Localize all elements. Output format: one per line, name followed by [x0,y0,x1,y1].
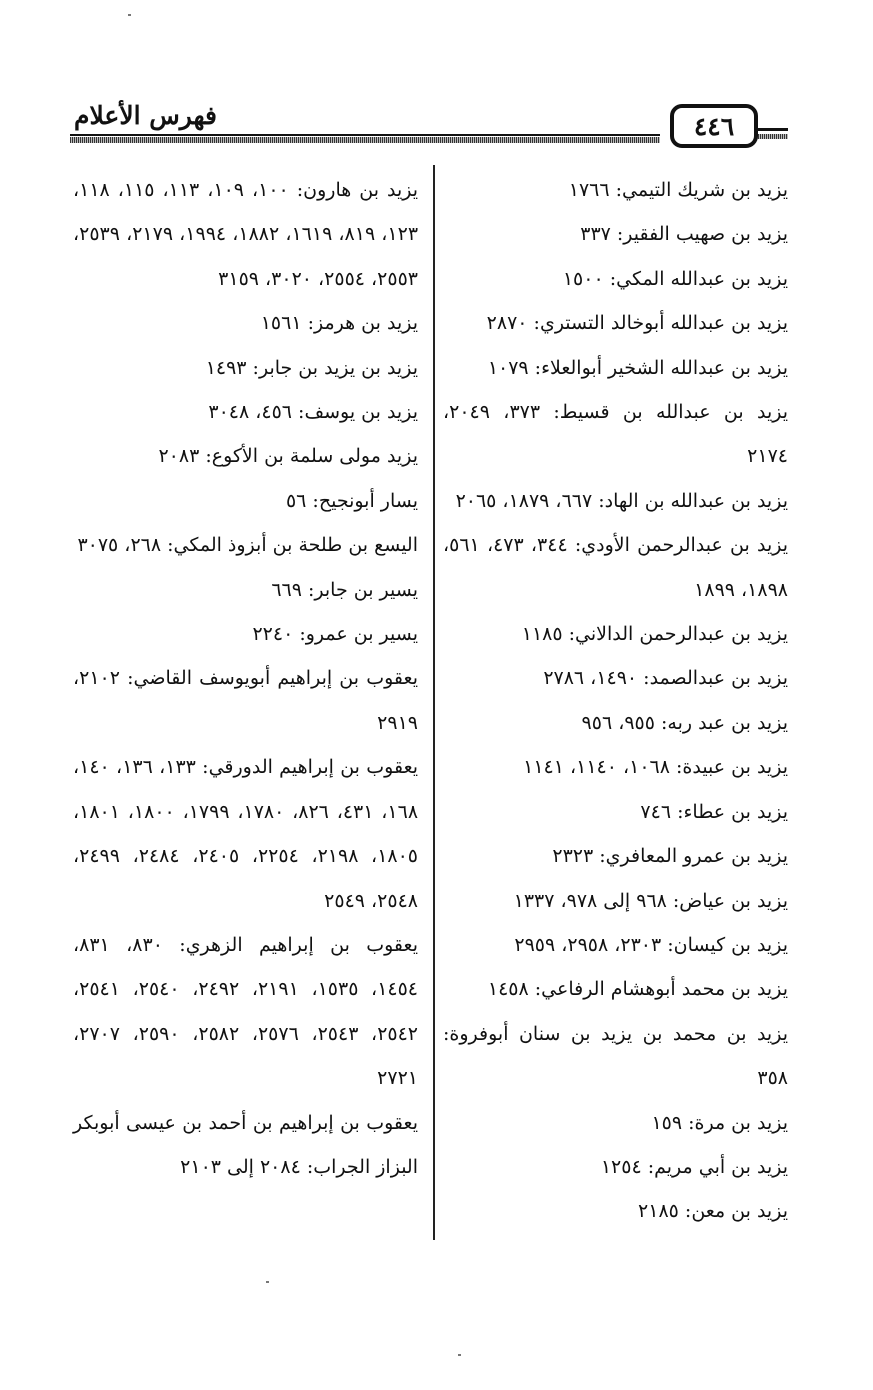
index-entry: يزيد بن هارون: ١٠٠، ١٠٩، ١١٣، ١١٥، ١١٨، ١٢٣، ٨١٩، ١٦١٩، ١٨٨٢، ١٩٩٤، ٢١٧٩، ٢٥٣٩، ٢٥٥٣، ٢٥٥٤، ٣٠٢٠، ٣١٥٩ [73,179,419,290]
index-entry: اليسع بن طلحة بن أبزوذ المكي: ٢٦٨، ٣٠٧٥ [77,534,418,557]
index-entry: يزيد بن عبدالله الشخير أبوالعلاء: ١٠٧٩ [487,356,788,379]
page-number: ٤٤٦ [693,111,735,141]
index-entry: يزيد بن عطاء: ٧٤٦ [640,800,788,823]
index-entry: يزيد بن يوسف: ٤٥٦، ٣٠٤٨ [208,401,418,424]
index-entry: يزيد بن عياض: ٩٦٨ إلى ٩٧٨، ١٣٣٧ [513,889,788,912]
index-entry: يزيد بن عبيدة: ١٠٦٨، ١١٤٠، ١١٤١ [523,756,788,779]
index-entry: يزيد مولى سلمة بن الأكوع: ٢٠٨٣ [158,445,418,468]
index-entry: يسار أبونجيح: ٥٦ [285,489,418,512]
index-entry: يزيد بن معن: ٢١٨٥ [638,1200,788,1223]
index-entry: يزيد بن عبد ربه: ٩٥٥، ٩٥٦ [581,711,788,734]
index-entry: يسير بن عمرو: ٢٢٤٠ [252,623,418,646]
index-entry: يزيد بن يزيد بن جابر: ١٤٩٣ [205,356,418,379]
index-column-right [443,168,788,1234]
index-entry: يزيد بن عبدالرحمن الدالاني: ١١٨٥ [521,623,788,646]
index-entry: يزيد بن عمرو المعافري: ٢٣٢٣ [552,845,788,868]
scan-speck [266,1281,269,1283]
page-number-box [670,104,758,148]
column-divider [433,165,435,1240]
index-entry: يزيد بن عبدالله بن الهاد: ٦٦٧، ١٨٧٩، ٢٠٦٥ [455,489,788,512]
scan-speck [128,14,131,16]
index-entry: يزيد بن كيسان: ٢٣٠٣، ٢٩٥٨، ٢٩٥٩ [514,933,788,956]
index-entry: يزيد بن محمد أبوهشام الرفاعي: ١٤٥٨ [487,978,788,1001]
index-entry: يزيد بن عبدالله أبوخالد التستري: ٢٨٧٠ [486,312,788,335]
index-entry: يزيد بن صهيب الفقير: ٣٣٧ [580,223,788,246]
index-entry: يزيد بن عبدالصمد: ١٤٩٠، ٢٧٨٦ [543,667,788,690]
index-entry: يزيد بن عبدالرحمن الأودي: ٣٤٤، ٤٧٣، ٥٦١، ١٨٩٨، ١٨٩٩ [443,534,789,601]
header-rule-hatched [70,137,660,143]
page-header [70,100,788,160]
index-entry: يزيد بن هرمز: ١٥٦١ [260,312,418,335]
index-entry: يزيد بن أبي مريم: ١٢٥٤ [600,1155,788,1178]
index-entry: يعقوب بن إبراهيم بن أحمد بن عيسى أبوبكر البزاز الجراب: ٢٠٨٤ إلى ٢١٠٣ [73,1111,418,1178]
header-rule [70,134,660,136]
index-entry: يزيد بن شريك التيمي: ١٧٦٦ [568,179,788,201]
scan-speck [458,1354,461,1356]
running-title: فهرس الأعلام [74,101,218,130]
index-entry: يعقوب بن إبراهيم الدورقي: ١٣٣، ١٣٦، ١٤٠، ١٦٨، ٤٣١، ٨٢٦، ١٧٨٠، ١٧٩٩، ١٨٠٠، ١٨٠١، ١٨٠٥، ٢١٩٨، ٢٢٥٤، ٢٤٠٥، ٢٤٨٤، ٢٤٩٩، ٢٥٤٨، ٢٥٤٩ [73,756,419,912]
index-entry: يعقوب بن إبراهيم الزهري: ٨٣٠، ٨٣١، ١٤٥٤، ١٥٣٥، ٢١٩١، ٢٤٩٢، ٢٥٤٠، ٢٥٤١، ٢٥٤٢، ٢٥٤٣، ٢٥٧٦، ٢٥٨٢، ٢٥٩٠، ٢٧٠٧، ٢٧٢١ [73,933,419,1090]
index-entry: يسير بن جابر: ٦٦٩ [271,578,418,601]
index-column-left [73,168,418,1189]
index-entry: يزيد بن عبدالله المكي: ١٥٠٠ [562,267,788,290]
index-entry: يزيد بن محمد بن يزيد بن سنان أبوفروة: ٣٥٨ [443,1022,788,1090]
index-entry: يعقوب بن إبراهيم أبويوسف القاضي: ٢١٠٢، ٢٩١٩ [73,667,418,734]
index-entry: يزيد بن مرة: ١٥٩ [651,1111,788,1134]
index-entry: يزيد بن عبدالله بن قسيط: ٣٧٣، ٢٠٤٩، ٢١٧٤ [443,401,789,468]
